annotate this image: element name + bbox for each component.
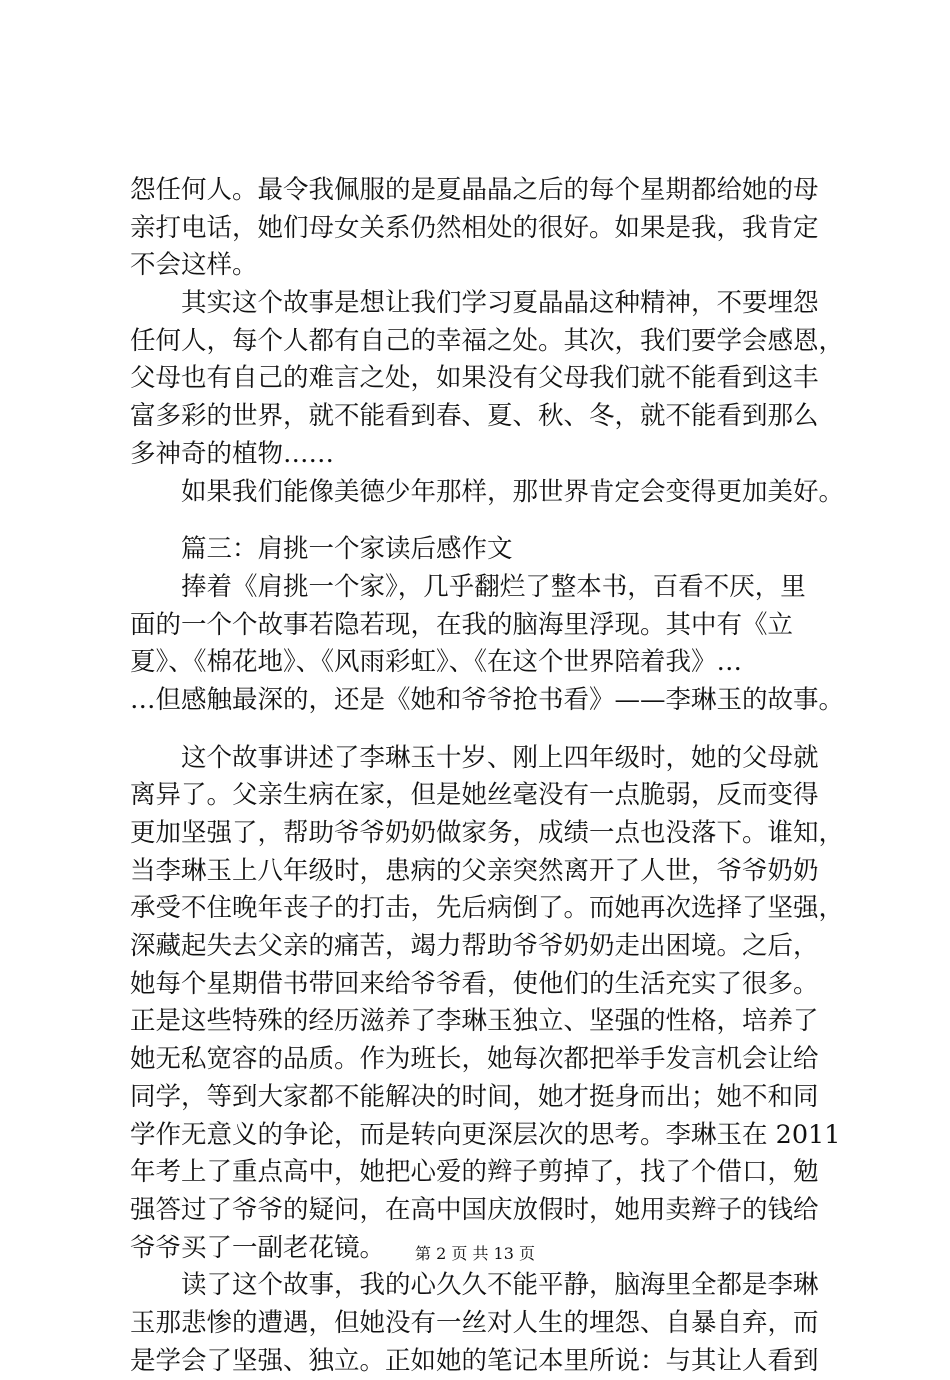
text-line: 这个故事讲述了李琳玉十岁、刚上四年级时，她的父母就 <box>130 742 819 773</box>
text-line: 面的一个个故事若隐若现，在我的脑海里浮现。其中有《立 <box>130 609 794 640</box>
paragraph <box>130 474 850 512</box>
text-line: 篇三：肩挑一个家读后感作文 <box>130 534 513 565</box>
text-line: 多神奇的植物…… <box>130 438 335 469</box>
paragraph <box>130 1267 850 1380</box>
paragraph-spacer <box>130 720 850 740</box>
paragraph <box>130 285 850 473</box>
text-line: 承受不住晚年丧子的打击，先后病倒了。而她再次选择了坚强， <box>130 893 845 924</box>
text-line: 富多彩的世界，就不能看到春、夏、秋、冬，就不能看到那么 <box>130 401 819 432</box>
text-line: 其实这个故事是想让我们学习夏晶晶这种精神，不要埋怨 <box>130 288 819 319</box>
text-line: …但感触最深的，还是《她和爷爷抢书看》——李琳玉的故事。 <box>130 684 845 715</box>
text-line: 强答过了爷爷的疑问，在高中国庆放假时，她用卖辫子的钱给 <box>130 1194 819 1225</box>
paragraph <box>130 740 850 1268</box>
text-line: 同学，等到大家都不能解决的时间，她才挺身而出；她不和同 <box>130 1081 819 1112</box>
text-line: 父母也有自己的难言之处，如果没有父母我们就不能看到这丰 <box>130 363 819 394</box>
text-line: 年考上了重点高中，她把心爱的辫子剪掉了，找了个借口，勉 <box>130 1157 819 1188</box>
text-line: 捧着《肩挑一个家》，几乎翻烂了整本书，百看不厌，里 <box>130 571 806 602</box>
text-line: 爷爷买了一副老花镜。 <box>130 1232 386 1263</box>
text-line: 任何人，每个人都有自己的幸福之处。其次，我们要学会感恩， <box>130 325 845 356</box>
text-line: 玉那悲惨的遭遇，但她没有一丝对人生的埋怨、自暴自弃，而 <box>130 1307 819 1338</box>
text-line: 离异了。父亲生病在家，但是她丝毫没有一点脆弱，反而变得 <box>130 780 819 811</box>
text-line: 她无私宽容的品质。作为班长，她每次都把举手发言机会让给 <box>130 1044 819 1075</box>
text-line: 学作无意义的争论，而是转向更深层次的思考。李琳玉在 2011 <box>130 1119 841 1150</box>
document-body <box>130 172 850 1380</box>
paragraph-spacer <box>130 511 850 531</box>
text-line: 怨任何人。最令我佩服的是夏晶晶之后的每个星期都给她的母 <box>130 175 819 205</box>
text-line: 不会这样。 <box>130 250 258 281</box>
text-line: 读了这个故事，我的心久久不能平静，脑海里全都是李琳 <box>130 1270 819 1301</box>
paragraph <box>130 172 850 285</box>
text-line: 正是这些特殊的经历滋养了李琳玉独立、坚强的性格，培养了 <box>130 1006 819 1037</box>
text-line: 夏》、《棉花地》、《风雨彩虹》、《在这个世界陪着我》… <box>130 647 743 678</box>
text-line: 当李琳玉上八年级时，患病的父亲突然离开了人世，爷爷奶奶 <box>130 855 819 886</box>
text-line: 亲打电话，她们母女关系仍然相处的很好。如果是我，我肯定 <box>130 212 819 243</box>
text-line: 更加坚强了，帮助爷爷奶奶做家务，成绩一点也没落下。谁知， <box>130 818 845 848</box>
text-line: 是学会了坚强、独立。正如她的笔记本里所说：与其让人看到 <box>130 1345 819 1376</box>
section-heading <box>130 531 850 569</box>
paragraph <box>130 569 850 720</box>
text-line: 如果我们能像美德少年那样，那世界肯定会变得更加美好。 <box>130 476 845 507</box>
text-line: 深藏起失去父亲的痛苦，竭力帮助爷爷奶奶走出困境。之后， <box>130 931 819 962</box>
page-number-footer: 第 2 页 共 13 页 <box>415 1244 535 1263</box>
text-line: 她每个星期借书带回来给爷爷看，使他们的生活充实了很多。 <box>130 968 819 999</box>
